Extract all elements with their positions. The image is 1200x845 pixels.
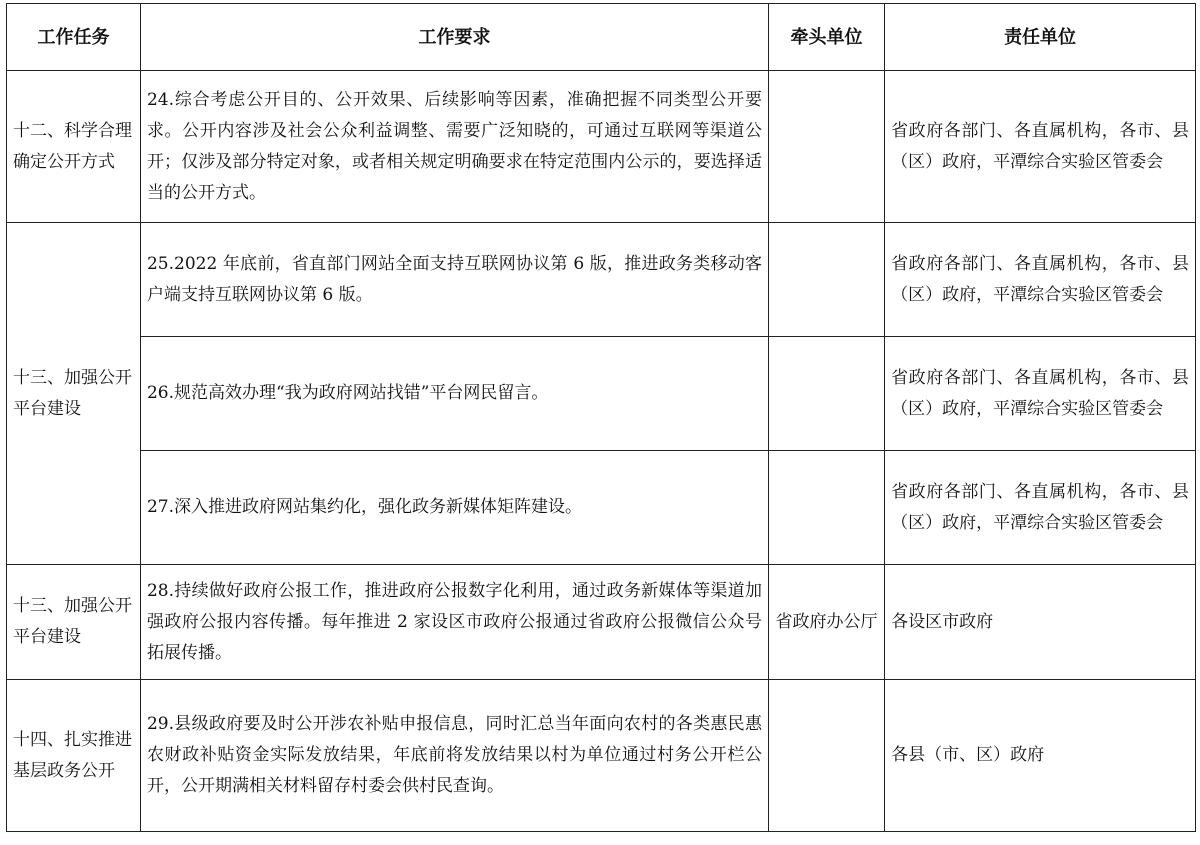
table-row xyxy=(7,565,1196,680)
task-cell: 十三、加强公开平台建设 xyxy=(7,223,141,565)
header-responsible-unit: 责任单位 xyxy=(885,4,1196,71)
requirement-cell: 29.县级政府要及时公开涉农补贴申报信息，同时汇总当年面向农村的各类惠民惠农财政补贴资金实际发放结果，年底前将发放结果以村为单位通过村务公开栏公开，公开期满相关材料留存村委会供村民查询。 xyxy=(140,680,768,832)
lead-unit-cell xyxy=(768,337,884,451)
work-task-table xyxy=(6,3,1196,832)
requirement-cell: 27.深入推进政府网站集约化，强化政务新媒体矩阵建设。 xyxy=(140,451,768,565)
table-row xyxy=(7,680,1196,832)
table-row xyxy=(7,223,1196,337)
requirement-cell: 26.规范高效办理“我为政府网站找错”平台网民留言。 xyxy=(140,337,768,451)
table-row xyxy=(7,451,1196,565)
responsible-unit-cell: 省政府各部门、各直属机构，各市、县（区）政府，平潭综合实验区管委会 xyxy=(885,337,1196,451)
lead-unit-cell xyxy=(768,451,884,565)
lead-unit-cell xyxy=(768,223,884,337)
header-task: 工作任务 xyxy=(7,4,141,71)
requirement-cell: 24.综合考虑公开目的、公开效果、后续影响等因素，准确把握不同类型公开要求。公开内容涉及社会公众利益调整、需要广泛知晓的，可通过互联网等渠道公开；仅涉及部分特定对象，或者相关规定明确要求在特定范围内公示的，要选择适当的公开方式。 xyxy=(140,71,768,223)
responsible-unit-cell: 各县（市、区）政府 xyxy=(885,680,1196,832)
table-row xyxy=(7,71,1196,223)
responsible-unit-cell: 省政府各部门、各直属机构，各市、县（区）政府，平潭综合实验区管委会 xyxy=(885,451,1196,565)
requirement-cell: 25.2022 年底前，省直部门网站全面支持互联网协议第 6 版，推进政务类移动客户端支持互联网协议第 6 版。 xyxy=(140,223,768,337)
lead-unit-cell: 省政府办公厅 xyxy=(768,565,884,680)
header-requirement: 工作要求 xyxy=(140,4,768,71)
lead-unit-cell xyxy=(768,71,884,223)
task-cell: 十三、加强公开平台建设 xyxy=(7,565,141,680)
header-lead-unit: 牵头单位 xyxy=(768,4,884,71)
responsible-unit-cell: 省政府各部门、各直属机构，各市、县（区）政府，平潭综合实验区管委会 xyxy=(885,223,1196,337)
responsible-unit-cell: 省政府各部门、各直属机构，各市、县（区）政府，平潭综合实验区管委会 xyxy=(885,71,1196,223)
task-cell: 十二、科学合理确定公开方式 xyxy=(7,71,141,223)
responsible-unit-cell: 各设区市政府 xyxy=(885,565,1196,680)
table-header-row xyxy=(7,4,1196,71)
table-row xyxy=(7,337,1196,451)
lead-unit-cell xyxy=(768,680,884,832)
requirement-cell: 28.持续做好政府公报工作，推进政府公报数字化利用，通过政务新媒体等渠道加强政府公报内容传播。每年推进 2 家设区市政府公报通过省政府公报微信公众号拓展传播。 xyxy=(140,565,768,680)
task-cell: 十四、扎实推进基层政务公开 xyxy=(7,680,141,832)
